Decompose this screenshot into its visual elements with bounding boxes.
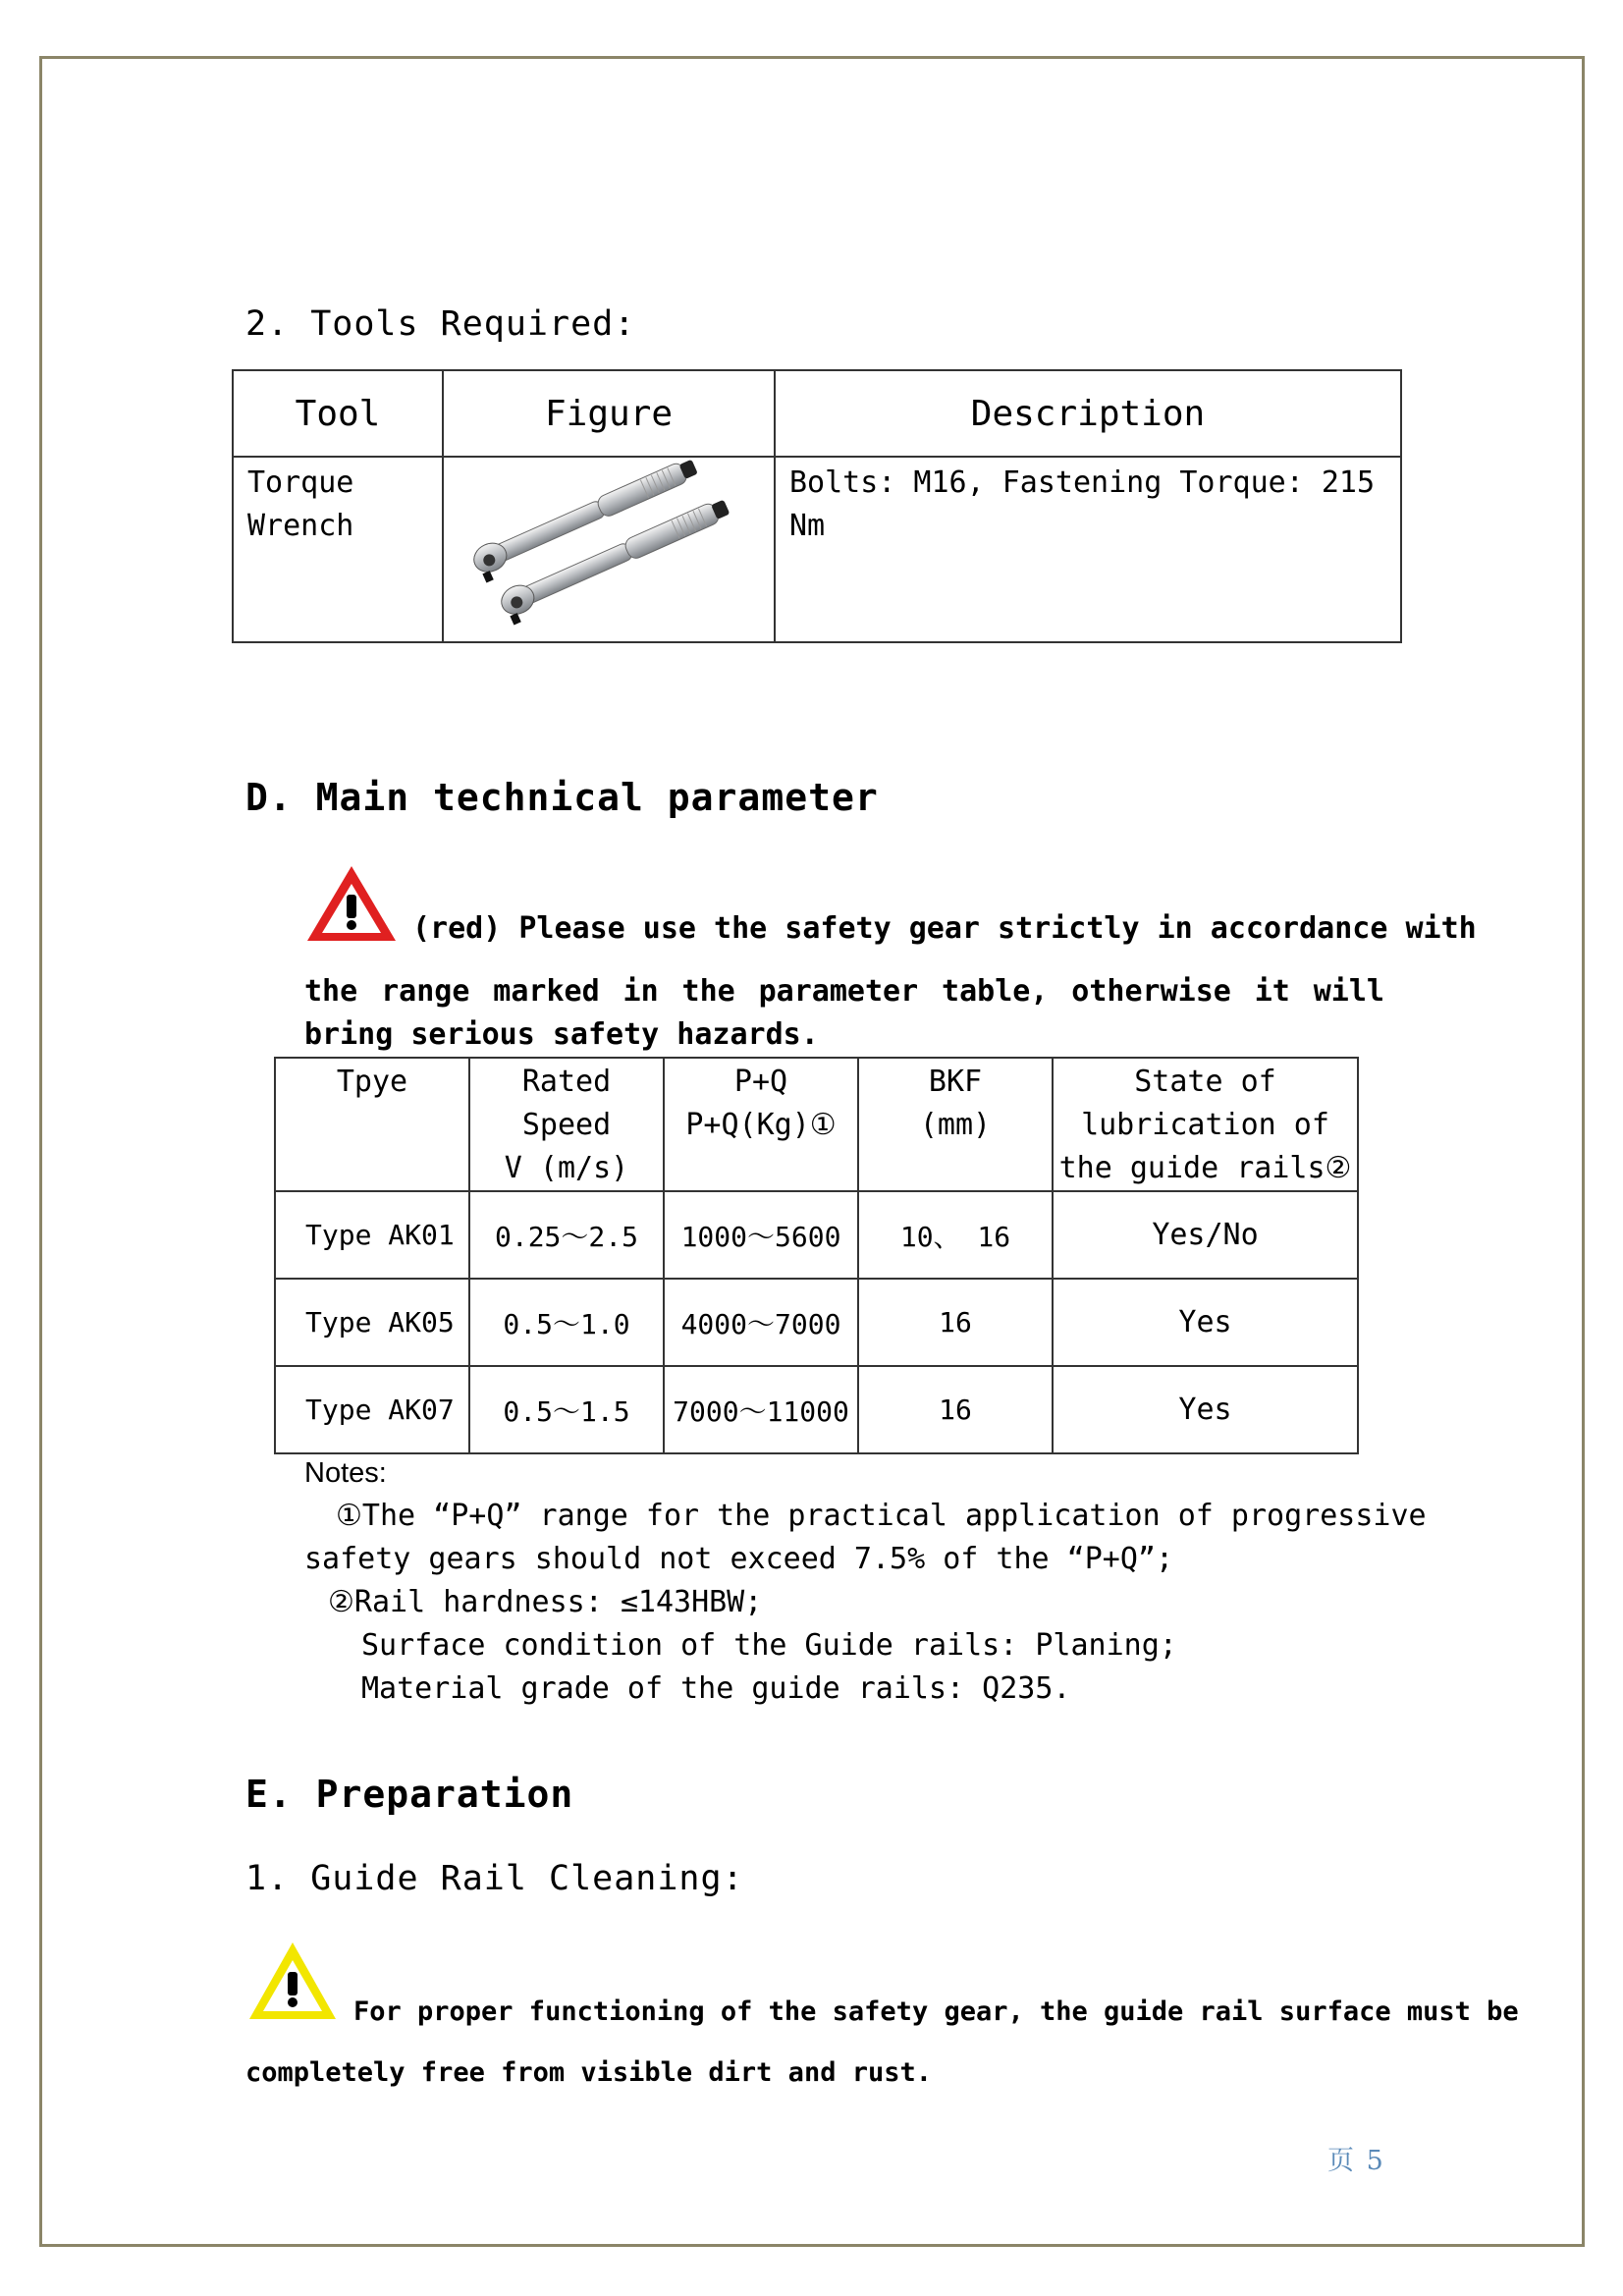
tools-header-figure: Figure (443, 370, 775, 457)
torque-wrench-image (444, 458, 774, 629)
header-speed-l3: V (m/s) (504, 1151, 629, 1185)
yellow-warning-line2: completely free from visible dirt and rust. (245, 2057, 932, 2088)
row-type: Type AK07 (275, 1366, 469, 1453)
tool-name-line1: Torque (247, 465, 354, 500)
red-warning-line1: (red) Please use the safety gear strictly in accordance with (412, 911, 1477, 946)
header-lub-l1: State of (1134, 1065, 1276, 1099)
yellow-warning-line1: For proper functioning of the safety gear, the guide rail surface must be (353, 1996, 1519, 2027)
header-speed-l2: Speed (521, 1108, 612, 1142)
page-number: 页 5 (1327, 2146, 1385, 2176)
parameter-table (274, 1057, 1359, 1454)
guide-rail-cleaning-heading: 1. Guide Rail Cleaning: (245, 1859, 744, 1898)
row-pq: 4000～7000 (664, 1279, 858, 1366)
header-bkf-l2: (mm) (919, 1108, 992, 1142)
header-pq-l2: P+Q(Kg)① (685, 1108, 837, 1142)
yellow-warning-triangle-icon (245, 1939, 340, 2023)
row-lubrication: Yes/No (1053, 1191, 1358, 1279)
preparation-heading: E. Preparation (245, 1773, 574, 1816)
tool-description-cell: Bolts: M16, Fastening Torque: 215 Nm (775, 457, 1401, 642)
tools-table (232, 369, 1402, 643)
tools-header-description: Description (775, 370, 1401, 457)
table-row (275, 1279, 1358, 1366)
row-lubrication: Yes (1053, 1366, 1358, 1453)
header-lub-l2: lubrication of (1081, 1108, 1329, 1142)
row-bkf: 10、 16 (858, 1191, 1053, 1279)
row-pq: 1000～5600 (664, 1191, 858, 1279)
row-type: Type AK05 (275, 1279, 469, 1366)
notes-label: Notes: (304, 1457, 387, 1489)
tools-header-tool: Tool (233, 370, 443, 457)
row-lubrication: Yes (1053, 1279, 1358, 1366)
header-pq-l1: P+Q (733, 1065, 788, 1099)
row-pq: 7000～11000 (664, 1366, 858, 1453)
row-speed: 0.5～1.5 (469, 1366, 664, 1453)
header-speed-l1: Rated (521, 1065, 612, 1099)
row-speed: 0.25～2.5 (469, 1191, 664, 1279)
row-bkf: 16 (858, 1279, 1053, 1366)
note1-line1: ①The “P+Q” range for the practical application of progressive (336, 1499, 1427, 1533)
note4: Material grade of the guide rails: Q235. (361, 1671, 1071, 1706)
header-lub-l3: the guide rails② (1058, 1151, 1352, 1185)
tool-name-line2: Wrench (247, 509, 354, 543)
header-bkf-l1: BKF (928, 1065, 983, 1099)
param-header-lubrication (1053, 1058, 1358, 1191)
main-parameter-heading: D. Main technical parameter (245, 776, 879, 819)
row-bkf: 16 (858, 1366, 1053, 1453)
red-warning-line2: the range marked in the parameter table, otherwise it will bring serious safety hazards. (304, 974, 1384, 1052)
table-row (275, 1366, 1358, 1453)
note3: Surface condition of the Guide rails: Planing; (361, 1628, 1177, 1663)
row-speed: 0.5～1.0 (469, 1279, 664, 1366)
note2: ②Rail hardness: ≤143HBW; (328, 1585, 763, 1619)
table-row (275, 1191, 1358, 1279)
param-header-type (275, 1058, 469, 1191)
tool-name-cell (233, 457, 443, 642)
row-type: Type AK01 (275, 1191, 469, 1279)
tool-figure-cell (443, 457, 775, 642)
note1-line2: safety gears should not exceed 7.5% of the “P+Q”; (304, 1542, 1174, 1576)
param-header-speed (469, 1058, 664, 1191)
param-header-bkf (858, 1058, 1053, 1191)
header-type-text: Tpye (336, 1065, 408, 1099)
tools-heading: 2. Tools Required: (245, 304, 636, 344)
red-warning-triangle-icon (303, 862, 400, 945)
param-header-pq (664, 1058, 858, 1191)
